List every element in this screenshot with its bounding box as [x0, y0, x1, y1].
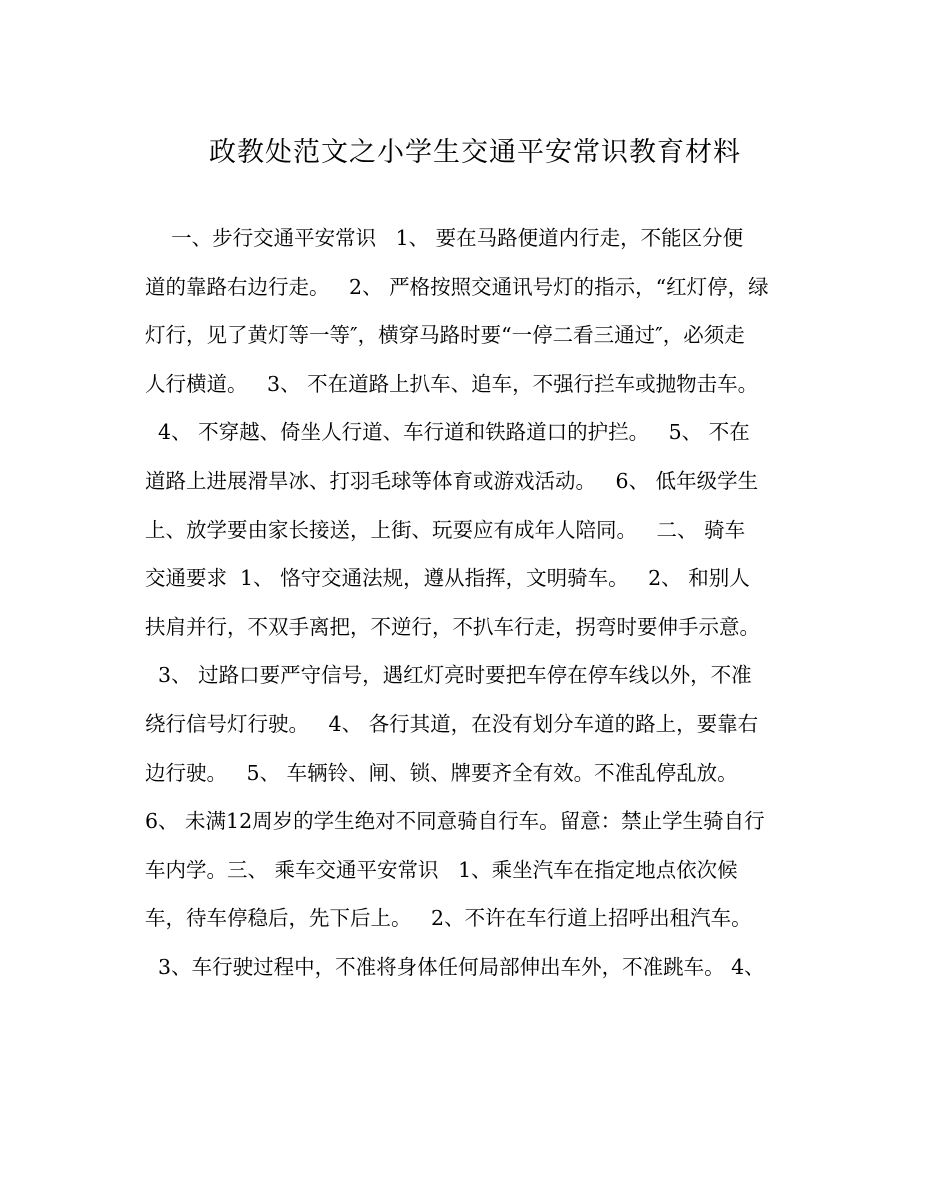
body-line: 3、 过路口要严守信号，遇红灯亮时要把车停在停车线以外，不准	[145, 663, 752, 688]
body-line: 一、步行交通平安常识 1、 要在马路便道内行走，不能区分便	[145, 226, 744, 250]
body-line: 道路上进展滑旱冰、打羽毛球等体育或游戏活动。 6、 低年级学生	[145, 468, 759, 493]
body-line: 3、车行驶过程中，不准将身体任何局部伸出车外，不准跳车。 4、	[145, 954, 765, 979]
body-line: 车内学。三、 乘车交通平安常识 1、乘坐汽车在指定地点依次候	[145, 857, 738, 882]
body-line: 上、放学要由家长接送，上街、玩耍应有成年人陪同。 二、 骑车	[145, 517, 746, 542]
body-line: 交通要求 1、 恪守交通法规，遵从指挥，文明骑车。 2、 和别人	[145, 566, 750, 591]
body-line: 道的靠路右边行走。 2、 严格按照交通讯号灯的指示，“红灯停，绿	[145, 274, 769, 299]
body-line: 车，待车停稳后，先下后上。 2、不许在车行道上招呼出租汽车。	[145, 906, 752, 931]
body-line: 边行驶。 5、 车辆铃、闸、锁、牌要齐全有效。不准乱停乱放。	[145, 760, 738, 785]
body-line: 扶肩并行，不双手离把，不逆行，不扒车行走，拐弯时要伸手示意。	[145, 614, 760, 639]
body-line: 灯行，见了黄灯等一等″，横穿马路时要“一停二看三通过″，必须走	[145, 323, 745, 348]
body-line: 4、 不穿越、倚坐人行道、车行道和铁路道口的护拦。 5、 不在	[145, 420, 750, 445]
body-line: 人行横道。 3、 不在道路上扒车、追车，不强行拦车或抛物击车。	[145, 371, 759, 396]
document-title: 政教处范文之小学生交通平安常识教育材料	[209, 137, 741, 168]
body-line: 6、 未满12周岁的学生绝对不同意骑自行车。留意：禁止学生骑自行	[145, 809, 765, 834]
body-line: 绕行信号灯行驶。 4、 各行其道，在没有划分车道的路上，要靠右	[145, 711, 759, 736]
document-body	[145, 214, 825, 992]
